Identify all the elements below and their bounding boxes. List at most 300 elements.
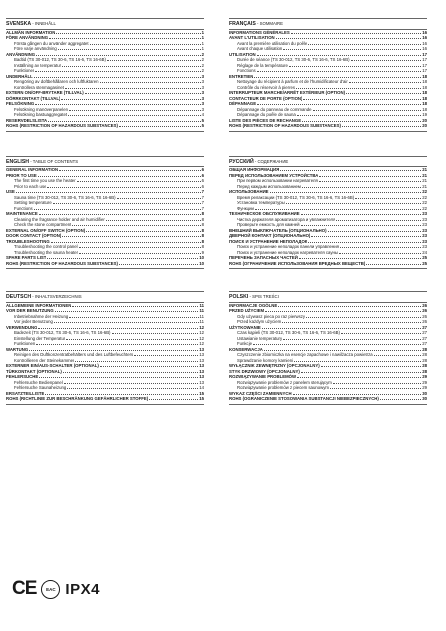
toc-page-number: 1 <box>201 35 204 40</box>
section-subtitle: - СОДЕРЖАНИЕ <box>253 158 289 164</box>
toc-entry-text: Troubleshooting the control panel <box>14 244 78 249</box>
toc-entry-text: ANVÄNDNING <box>6 51 36 57</box>
toc-entry-text: WYKAZ CZĘŚCI ZAMIENNYCH <box>229 390 292 396</box>
toc-page-number: 3 <box>201 95 204 101</box>
toc-heading-entry <box>6 123 204 129</box>
toc-entry-text: ROZWIĄZYWANIE PROBLEMÓW <box>229 374 297 379</box>
dot-leader <box>330 388 421 389</box>
toc-page-number: 13 <box>199 346 204 352</box>
toc-entry-text: Prior to each use <box>14 183 47 189</box>
toc-entry-text: ПЕРЕД ИСПОЛЬЗОВАНИЕМ УСТРОЙСТВА <box>229 172 319 178</box>
section-title <box>6 158 204 168</box>
toc-entry-text: Felsökning bastuaggregatet <box>14 112 68 117</box>
toc-entry-text: DÖRRKONTAKT (TILLVAL) <box>6 95 61 101</box>
toc-entry-text: Setting temperature <box>14 200 52 205</box>
toc-page-number: 16 <box>422 35 427 40</box>
dot-leader <box>85 93 201 94</box>
dot-leader <box>380 399 421 400</box>
dot-leader <box>341 333 421 334</box>
toc-page-number: 23 <box>422 216 427 222</box>
dot-leader <box>54 322 199 323</box>
dot-leader <box>47 258 198 259</box>
dot-leader <box>117 198 201 199</box>
toc-page-number: 26 <box>422 302 427 308</box>
dot-leader <box>286 203 421 204</box>
dot-leader <box>61 99 200 100</box>
dot-leader <box>339 253 421 254</box>
toc-page-number: 15 <box>199 390 204 396</box>
section-title <box>6 20 204 30</box>
section-language: РУССКИЙ <box>229 158 254 165</box>
toc-entry-text: ROHS (RESTRICTION OF HAZARDOUS SUBSTANCES) <box>229 123 341 128</box>
toc-entry-text: Поиск и устранение неполадок нагревателя сауны <box>237 249 338 255</box>
dot-leader <box>48 121 200 122</box>
toc-entry-text: Inbetriebnahme der Heizung <box>14 313 69 319</box>
toc-page-number: 7 <box>201 189 204 194</box>
toc-page-number: 3 <box>201 101 204 106</box>
toc-page-number: 4 <box>201 112 204 117</box>
toc-entry-text: Troubleshooting the sauna heater <box>14 249 79 255</box>
toc-entry-text: Rengöring av doftbehållaren och luftfuktaren <box>14 79 99 84</box>
toc-page-number: 5 <box>201 123 204 128</box>
toc-entry-text: ROHS (ОГРАНИЧЕНИЕ ИСПОЛЬЗОВАНИЯ ВРЕДНЫХ ВЕЩЕСТВ) <box>229 260 366 266</box>
toc-entry-text: UNDERHÅLL <box>6 73 33 79</box>
toc-page-number: 5 <box>201 117 204 123</box>
dot-leader <box>68 115 201 116</box>
toc-entry-text: AVANT L'UTILISATION <box>229 35 275 40</box>
toc-page-number: 7 <box>201 200 204 205</box>
dot-leader <box>79 247 201 248</box>
toc-entry-text: Inställning av temperatur <box>14 62 62 68</box>
toc-page-number: 21 <box>422 172 427 178</box>
toc-entry-text: VOR DER BENUTZUNG <box>6 308 54 313</box>
toc-entry-text: EXTERN ON/OFF-BRYTARE (TILLVAL) <box>6 90 84 95</box>
toc-entry-text: ROHS (RESTRICTION OF HAZARDOUS SUBSTANCES) <box>6 123 118 128</box>
section-title <box>6 293 204 303</box>
toc-page-number: 2 <box>201 57 204 62</box>
toc-entry-text: Sauna time (TS 30-012, TS 30-6, TS 16-6, TS 16-6B) <box>14 194 116 200</box>
dot-leader <box>264 350 421 351</box>
toc-entry-text: FELSÖKNING <box>6 101 35 106</box>
dot-leader <box>67 388 198 389</box>
dot-leader <box>119 126 201 127</box>
dot-leader <box>349 82 421 83</box>
toc-page-number: 30 <box>422 396 427 401</box>
toc-entry-text: ROHS (OGRANICZENIE STOSOWANIA SUBSTANCJI NIEBEZPIECZNYCH) <box>229 396 379 401</box>
toc-entry-text: SPARE PARTS LIST <box>6 255 47 260</box>
toc-entry-text: STYK DRZWIOWY (OPCJONALNY) <box>229 368 300 374</box>
toc-section-pl <box>229 291 427 405</box>
toc-entry-text: MAINTENANCE <box>6 211 38 216</box>
toc-entry-text: Första gången du använder aggregatet <box>14 40 89 46</box>
toc-page-number: 28 <box>422 346 427 352</box>
toc-entry-text: Avant chaque utilisation <box>237 46 283 51</box>
toc-page-number: 13 <box>199 379 204 385</box>
toc-page-number: 3 <box>201 90 204 95</box>
toc-page-number: 19 <box>422 112 427 117</box>
toc-page-number: 6 <box>201 167 204 172</box>
toc-entry-text: ИСПОЛЬЗОВАНИЕ <box>229 189 269 194</box>
dot-leader <box>77 181 201 182</box>
toc-page-number: 8 <box>201 244 204 249</box>
dot-leader <box>351 60 422 61</box>
toc-entry-text: ПОИСК И УСТРАНЕНИЕ НЕПОЛАДОК <box>229 238 308 244</box>
dot-leader <box>283 339 421 340</box>
toc-entry-text: Czyszczenie zbiorniczka na esencje zapachowe i nawilżacza powietrza <box>237 352 373 357</box>
dot-leader <box>294 361 421 362</box>
dot-leader <box>62 236 200 237</box>
dot-leader <box>35 71 200 72</box>
dot-leader <box>255 209 421 210</box>
toc-entry-text: Fehlersuche Bedienpanel <box>14 379 63 385</box>
toc-entry-text: При первом использовании нагревателя <box>237 178 318 183</box>
toc-entry-text: Przed każdym użyciem <box>237 319 282 324</box>
dot-leader <box>34 209 201 210</box>
toc-entry-text: KONSERWACJA <box>229 346 263 352</box>
dot-leader <box>340 247 421 248</box>
toc-page-number: 11 <box>199 308 204 313</box>
toc-page-number: 3 <box>201 106 204 112</box>
dot-leader <box>319 181 421 182</box>
dot-leader <box>53 203 201 204</box>
dot-leader <box>321 366 422 367</box>
toc-page-number: 10 <box>199 260 204 266</box>
toc-page-number: 17 <box>422 62 427 68</box>
toc-page-number: 26 <box>422 308 427 313</box>
dot-leader <box>39 214 201 215</box>
toc-section-en <box>6 156 204 270</box>
toc-page-number: 8 <box>201 233 204 238</box>
toc-page-number: 16 <box>422 46 427 51</box>
dot-leader <box>64 383 198 384</box>
toc-page-number: 1 <box>201 29 204 35</box>
dot-leader <box>149 399 198 400</box>
dot-leader <box>63 372 198 373</box>
toc-entry-text: PRZED UŻYCIEM <box>229 308 265 313</box>
toc-page-number: 8 <box>201 211 204 216</box>
toc-entry-text: Funktioner <box>14 68 35 73</box>
toc-entry-text: Время релаксации (TS 30-012, TS 30-6, TS 16-6, TS 16-6B) <box>237 194 355 200</box>
toc-entry-text: PRIOR TO USE <box>6 172 37 178</box>
toc-page-number: 27 <box>422 341 427 346</box>
section-subtitle: - SOMMAIRE <box>255 21 284 26</box>
toc-section-sv <box>6 18 204 132</box>
toc-entry-text: Установка температуры <box>237 200 285 205</box>
dot-leader <box>301 372 421 373</box>
dot-leader <box>86 231 200 232</box>
toc-page-number: 21 <box>422 167 427 172</box>
dot-leader <box>36 55 200 56</box>
dot-leader <box>280 170 421 171</box>
dot-leader <box>319 176 421 177</box>
toc-page-number: 24 <box>422 249 427 255</box>
toc-entry-text: VERWENDUNG <box>6 324 38 330</box>
toc-page-number: 22 <box>422 189 427 194</box>
dot-leader <box>45 394 198 395</box>
dot-leader <box>301 225 422 226</box>
toc-section-fr <box>229 18 427 132</box>
toc-page-number: 11 <box>199 313 204 319</box>
toc-page-number: 12 <box>199 330 204 335</box>
toc-entry-text: Reinigen des Duftkonzentratbehälters und des Luftbefeuchters <box>14 352 134 357</box>
dot-leader <box>282 322 421 323</box>
dot-leader <box>49 38 201 39</box>
dot-leader <box>283 49 421 50</box>
dot-leader <box>38 176 201 177</box>
dot-leader <box>29 350 198 351</box>
toc-entry-text: UTILISATION <box>229 51 256 57</box>
dot-leader <box>90 44 201 45</box>
dot-leader <box>79 253 201 254</box>
toc-page-number: 23 <box>422 233 427 238</box>
dot-leader <box>308 242 421 243</box>
dot-leader <box>301 214 422 215</box>
toc-entry-text: Kontrollera stenmagasinet <box>14 84 64 90</box>
toc-entry-text: CONTACTEUR DE PORTE (OPTION) <box>229 95 303 101</box>
toc-page-number: 28 <box>422 363 427 368</box>
toc-entry-text: USE <box>6 189 15 194</box>
dot-leader <box>100 82 201 83</box>
toc-page-number: 18 <box>422 101 427 106</box>
toc-entry-text: Dépannage du poêle de sauna <box>237 112 296 117</box>
section-language: POLSKI <box>229 294 249 300</box>
dot-leader <box>308 44 421 45</box>
toc-page-number: 8 <box>201 238 204 244</box>
toc-entry-text: INFORMACJE OGÓLNE <box>229 302 278 308</box>
toc-entry-text: The first time you use the heater <box>14 178 76 183</box>
dot-leader <box>75 361 198 362</box>
section-language: DEUTSCH <box>6 294 32 300</box>
section-language: ENGLISH <box>6 158 30 165</box>
toc-entry-text: TROUBLESHOOTING <box>6 238 50 244</box>
dot-leader <box>355 198 421 199</box>
toc-entry-text: Functions <box>14 205 33 211</box>
dot-leader <box>34 77 201 78</box>
dot-leader <box>328 231 422 232</box>
toc-entry-text: Einstellung der Temperatur <box>14 335 66 341</box>
toc-entry-text: Funktionen <box>14 341 36 346</box>
toc-page-number: 18 <box>422 79 427 84</box>
dot-leader <box>297 377 421 378</box>
dot-leader <box>303 99 421 100</box>
toc-page-number: 3 <box>201 73 204 79</box>
section-title <box>229 293 427 303</box>
toc-page-number: 29 <box>422 379 427 385</box>
toc-page-number: 1 <box>201 46 204 51</box>
dot-leader <box>35 104 200 105</box>
toc-entry-text: Czas kąpieli (TS 30-012, TS 30-6, TS 16-6, TS 16-6B) <box>237 330 340 335</box>
toc-entry-text: EXTERNER EIN/AUS-SCHALTER (OPTIONAL) <box>6 363 99 368</box>
toc-page-number: 8 <box>201 216 204 222</box>
toc-entry-text: Поиск и устранение неполадок панели управления <box>237 244 339 249</box>
toc-entry-text: Проверьте емкость для камней <box>237 222 300 227</box>
toc-entry-text: WARTUNG <box>6 346 29 352</box>
dot-leader <box>270 192 422 193</box>
dot-leader <box>293 394 422 395</box>
dot-leader <box>72 306 198 307</box>
toc-page-number: 13 <box>199 352 204 357</box>
toc-entry-text: LISTE DES PIÈCES DE RECHANGE <box>229 117 302 123</box>
toc-page-number: 16 <box>422 29 427 35</box>
toc-page-number: 12 <box>199 324 204 330</box>
toc-page-number: 20 <box>422 123 427 128</box>
toc-entry-text: Vor jeder Benutzung <box>14 319 53 324</box>
toc-page-number: 18 <box>422 84 427 90</box>
toc-entry-text: Contrôle du réservoir à pierres <box>237 84 296 90</box>
toc-page-number: 23 <box>422 227 427 233</box>
toc-page-number: 25 <box>422 255 427 260</box>
toc-entry-text: Перед каждым использованием <box>237 183 301 189</box>
dot-leader <box>374 355 422 356</box>
toc-heading-entry <box>229 396 427 402</box>
section-subtitle: - TABLE OF CONTENTS <box>29 158 79 164</box>
dot-leader <box>69 317 198 318</box>
toc-entry-text: ROHS (RESTRICTION OF HAZARDOUS SUBSTANCES) <box>6 260 118 266</box>
dot-leader <box>51 242 201 243</box>
toc-page-number: 23 <box>422 222 427 227</box>
toc-page-number: 7 <box>201 194 204 200</box>
toc-page-number: 22 <box>422 194 427 200</box>
toc-entry-text: ROHS (RICHTLINIE ZUR BESCHRÄNKUNG GEFÄHRLICHER STOFFE) <box>6 396 149 401</box>
toc-heading-entry <box>6 396 204 402</box>
toc-entry-text: ДВЕРНОЙ КОНТАКТ (ОПЦИОНАЛЬНО) <box>229 233 311 238</box>
toc-page-number: 2 <box>201 51 204 57</box>
dot-leader <box>299 258 421 259</box>
toc-page-number: 17 <box>422 51 427 57</box>
toc-entry-text: GENERAL INFORMATION <box>6 167 59 172</box>
toc-page-number: 29 <box>422 385 427 390</box>
toc-page-number: 23 <box>422 238 427 244</box>
toc-entry-text: Gdy używasz pieca po raz pierwszy <box>237 313 306 319</box>
toc-heading-entry <box>229 123 427 129</box>
dot-leader <box>254 77 421 78</box>
toc-page-number: 6 <box>201 178 204 183</box>
dot-leader <box>112 333 199 334</box>
toc-page-number: 6 <box>201 183 204 189</box>
dot-leader <box>262 328 421 329</box>
toc-entry-text: DÉPANNAGE <box>229 101 257 106</box>
toc-page-number: 10 <box>199 255 204 260</box>
toc-entry-text: Check the stone compartment <box>14 222 72 227</box>
toc-entry-text: ENTRETIEN <box>229 73 254 79</box>
toc-page-number: 28 <box>422 352 427 357</box>
toc-entry-text: Réglage de la température <box>237 62 288 68</box>
toc-page-number: 27 <box>422 324 427 330</box>
toc-section-de <box>6 291 204 405</box>
dot-leader <box>257 71 422 72</box>
toc-entry-text: UŻYTKOWANIE <box>229 324 261 330</box>
toc-page-number: 3 <box>201 79 204 84</box>
toc-entry-text: Fonctions <box>237 68 256 73</box>
toc-page-number: 15 <box>199 396 204 401</box>
toc-page-number: 26 <box>422 319 427 324</box>
dot-leader <box>59 170 200 171</box>
toc-entry-text: Badtid (TS 30-012, TS 30-6, TS 16-6, TS 16-6B) <box>14 57 106 62</box>
toc-page-number: 13 <box>199 368 204 374</box>
toc-page-number: 26 <box>422 313 427 319</box>
dot-leader <box>296 88 421 89</box>
dot-leader <box>291 33 421 34</box>
toc-page-number: 8 <box>201 227 204 233</box>
toc-page-number: 20 <box>422 117 427 123</box>
toc-entry-text: ALLGEMEINE INFORMATIONEN <box>6 302 72 308</box>
ce-mark-icon: CE <box>12 578 37 599</box>
dot-leader <box>106 220 201 221</box>
dot-leader <box>306 317 421 318</box>
dot-leader <box>257 104 421 105</box>
toc-entry-text: INTERRUPTEUR MARCHE/ARRÊT EXTÉRIEUR (OPTION) <box>229 90 346 95</box>
toc-page-number: 16 <box>422 40 427 46</box>
toc-page-number: 12 <box>199 335 204 341</box>
certification-marks <box>12 578 100 600</box>
dot-leader <box>69 110 201 111</box>
toc-entry-text: RESERVDELSLISTA <box>6 117 48 123</box>
toc-page-number: 9 <box>201 249 204 255</box>
toc-entry-text: TÜRKONTAKT (OPTIONAL) <box>6 368 62 374</box>
dot-leader <box>342 126 421 127</box>
section-language: FRANÇAIS <box>229 21 256 27</box>
toc-page-number: 23 <box>422 244 427 249</box>
toc-entry-text: Badezeit (TS 30-012, TS 30-6, TS 16-6, TS 16-6B) <box>14 330 111 335</box>
dot-leader <box>134 355 198 356</box>
dot-leader <box>47 187 200 188</box>
toc-entry-text: ТЕХНИЧЕСКОЕ ОБСЛУЖИВАНИЕ <box>229 211 300 216</box>
toc-entry-text: FÖRE ANVÄNDNING <box>6 35 49 40</box>
toc-page-number: 18 <box>422 73 427 79</box>
dot-leader <box>265 311 421 312</box>
section-title <box>229 20 427 30</box>
column-right <box>229 18 427 405</box>
toc-page-number: 13 <box>199 363 204 368</box>
toc-page-number: 28 <box>422 368 427 374</box>
toc-entry-text: Rozwiązywanie problemów z piecem saunowym <box>237 385 329 390</box>
dot-leader <box>278 306 421 307</box>
toc-entry-text: ПЕРЕЧЕНЬ ЗАПАСНЫХ ЧАСТЕЙ <box>229 255 298 260</box>
toc-page-number: 12 <box>199 341 204 346</box>
toc-page-number: 29 <box>422 374 427 379</box>
section-subtitle: - INHALTSVERZEICHNIS <box>31 294 82 299</box>
dot-leader <box>65 88 201 89</box>
dot-leader <box>311 236 421 237</box>
toc-page-number: 18 <box>422 90 427 95</box>
toc-page-number: 2 <box>201 68 204 73</box>
dot-leader <box>66 339 198 340</box>
toc-entry-text: Dépannage du panneau de commande <box>237 106 312 112</box>
toc-page-number: 13 <box>199 374 204 379</box>
ipx4-rating: IPX4 <box>65 580 100 598</box>
toc-entry-text: WYŁĄCZNIK ZEWNĘTRZNY (OPCJONALNY) <box>229 363 320 368</box>
toc-page-number: 3 <box>201 84 204 90</box>
toc-entry-text: Rozwiązywanie problemów z panelem sterującym <box>237 379 332 385</box>
dot-leader <box>36 344 198 345</box>
section-title <box>229 158 427 168</box>
toc-page-number: 2 <box>201 62 204 68</box>
dot-leader <box>56 33 200 34</box>
toc-entry-text: FEHLERSUCHE <box>6 374 39 379</box>
toc-entry-text: Felsökning manöverpanelen <box>14 106 68 112</box>
toc-entry-text: Cleaning the fragrance holder and air humidifier <box>14 216 105 222</box>
column-left <box>6 18 204 405</box>
toc-page-number: 8 <box>201 222 204 227</box>
dot-leader <box>302 187 421 188</box>
toc-entry-text: ERSATZTEILLISTE <box>6 390 45 396</box>
dot-leader <box>289 66 421 67</box>
toc-page-number: 1 <box>201 40 204 46</box>
dot-leader <box>72 225 200 226</box>
toc-page-number: 18 <box>422 95 427 101</box>
dot-leader <box>297 115 421 116</box>
toc-entry-text: Funkcje <box>237 341 253 346</box>
